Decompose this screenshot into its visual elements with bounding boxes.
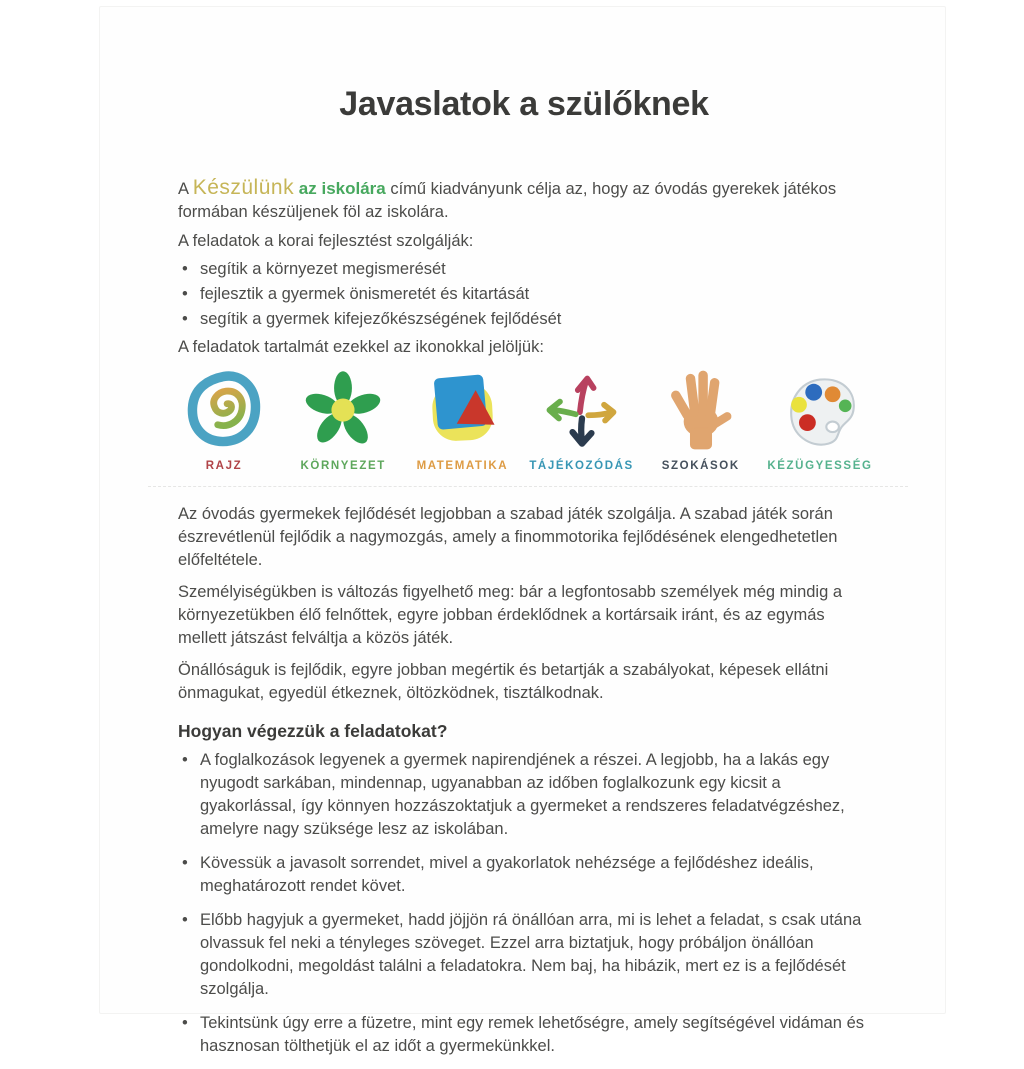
body-paragraph: Az óvodás gyermekek fejlődését legjobban a szabad játék szolgálja. A szabad játék során észrevétlenül fejlődik a nagymozgás, amely a finommotorika fejlődésének elengedhetetlen előfeltétele.	[178, 505, 838, 569]
series-title-light: Készülünk	[192, 176, 295, 199]
intro-rest: című kiadványunk célja az, hogy az óvodás gyerekek játékos formában készüljenek föl az iskolára.	[178, 180, 837, 221]
how-heading: Hogyan végezzük a feladatokat?	[178, 721, 448, 741]
matematika-shapes-icon	[420, 367, 504, 451]
icon-label-szokasok: SZOKÁSOK	[661, 460, 740, 472]
icons-lead: A feladatok tartalmát ezekkel az ikonokkal jelöljük:	[178, 338, 544, 356]
page-content	[178, 84, 873, 1069]
icon-cell-kezugyesseg	[762, 367, 878, 478]
szokasok-hand-icon	[659, 367, 743, 451]
list-item: • A foglalkozások legyenek a gyermek napirendjének a részei. A legjobb, ha a lakás egy nyugodt sarkában, mindennap, ugyanabban az időben foglalkozunk egy kicsit a gyakorlással, így könnyen hozzászoktatjuk a gyermeket a rendszeres feladatvégzéshez, amelyre nagy szüksége lesz az iskolában.	[178, 749, 870, 841]
list-item: • segítik a környezet megismerését	[178, 257, 870, 282]
series-title-bold: az iskolára	[294, 179, 386, 198]
icon-label-kornyezet: KÖRNYEZET	[300, 460, 386, 472]
rajz-spiral-icon	[182, 367, 266, 451]
list-item: • Tekintsünk úgy erre a füzetre, mint egy remek lehetőségre, amely segítségével vidáman és hasznosan tölthetjük el az időt a gyermekünkkel.	[178, 1012, 870, 1058]
intro-prefix: A	[178, 180, 193, 198]
icon-cell-rajz	[166, 367, 282, 478]
body-paragraph: Önállóságuk is fejlődik, egyre jobban megértik és betartják a szabályokat, képesek ellátni önmagukat, egyedül étkeznek, öltözködnek, tisztálkodnak.	[178, 661, 829, 702]
tasks-lead: A feladatok a korai fejlesztést szolgálják:	[178, 232, 474, 250]
how-bullet-list	[178, 749, 870, 1058]
list-item: • fejlesztik a gyermek önismeretét és kitartását	[178, 282, 870, 307]
section-divider	[148, 486, 908, 487]
icon-label-tajekozodas: TÁJÉKOZÓDÁS	[529, 460, 634, 472]
list-item: • segítik a gyermek kifejezőkészségének fejlődését	[178, 307, 870, 332]
kezugyesseg-palette-icon	[778, 367, 862, 451]
tasks-bullet-list	[178, 257, 870, 332]
intro-paragraph	[178, 176, 870, 224]
icon-cell-tajekozodas	[524, 367, 640, 478]
icon-cell-matematika	[404, 367, 520, 478]
icon-cell-szokasok	[643, 367, 759, 478]
list-item: • Kövessük a javasolt sorrendet, mivel a gyakorlatok nehézsége a fejlődéshez ideális, meghatározott rendet követ.	[178, 852, 870, 898]
body-paragraph: Személyiségükben is változás figyelhető meg: bár a legfontosabb személyek még mindig a környezetükben élő felnőttek, egyre jobban érdeklődnek a kortársaik iránt, és az egymás mellett játszást felváltja a közös játék.	[178, 583, 843, 647]
category-icons-row	[166, 367, 878, 478]
list-item: • Előbb hagyjuk a gyermeket, hadd jöjjön rá önállóan arra, mi is lehet a feladat, s csak utána olvassuk fel neki a tényleges szöveget. Ezzel arra biztatjuk, hogy próbáljon önállóan gondolkodni, megoldást találni a feladatokra. Nem baj, ha hibázik, mert ez is a fejlődését szolgálja.	[178, 909, 870, 1001]
icon-label-matematika: MATEMATIKA	[416, 460, 509, 472]
icon-label-rajz: RAJZ	[205, 460, 243, 472]
icon-cell-kornyezet	[285, 367, 401, 478]
tajekozodas-arrows-icon	[540, 367, 624, 451]
icon-label-kezugyesseg: KÉZÜGYESSÉG	[767, 460, 873, 472]
kornyezet-flower-icon	[301, 367, 385, 451]
page-title: Javaslatok a szülőknek	[339, 85, 709, 123]
